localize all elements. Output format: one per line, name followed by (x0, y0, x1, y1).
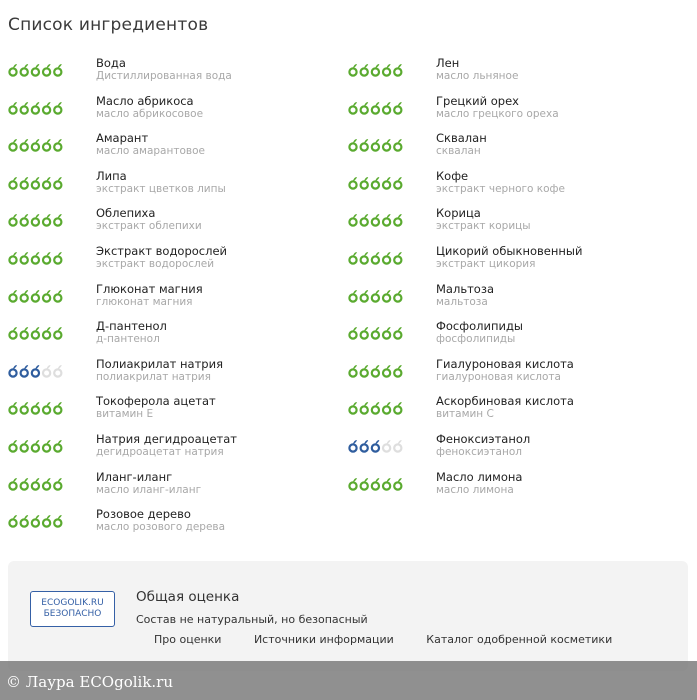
ingredient-row[interactable] (8, 393, 338, 431)
ingredient-names (96, 170, 226, 196)
ingredient-names (436, 132, 487, 158)
ingredient-name[interactable]: Лен (436, 56, 460, 70)
ingredient-row[interactable] (8, 93, 338, 131)
ingredient-row[interactable] (8, 243, 338, 281)
ingredient-name[interactable]: Иланг-иланг (96, 469, 173, 484)
drop-filled-icon (372, 440, 380, 452)
link-info-sources[interactable]: Источники информации (253, 633, 394, 646)
ingredient-names (436, 207, 531, 233)
drop-filled-icon (394, 290, 402, 302)
ingredient-row[interactable] (348, 93, 678, 131)
safety-rating (8, 138, 64, 152)
ingredient-names (96, 320, 167, 346)
drop-empty-icon (394, 440, 402, 452)
ingredient-name[interactable]: Масло лимона (436, 469, 523, 484)
drop-filled-icon (54, 515, 62, 527)
drop-filled-icon (361, 478, 369, 490)
drop-filled-icon (43, 290, 51, 302)
drop-filled-icon (394, 402, 402, 414)
ingredient-names (436, 57, 518, 83)
ingredient-names (96, 395, 216, 421)
ingredient-inci: полиакрилат натрия (96, 370, 211, 383)
drop-filled-icon (394, 252, 402, 264)
rating-drops-icon (8, 138, 64, 152)
safety-badge (30, 591, 115, 627)
ingredient-name[interactable]: Глюконат магния (96, 281, 203, 296)
summary-links (154, 633, 641, 646)
ingredient-name[interactable]: Токоферола ацетат (96, 394, 216, 409)
drop-filled-icon (32, 478, 40, 490)
drop-filled-icon (43, 139, 51, 151)
drop-filled-icon (32, 214, 40, 226)
ingredient-inci: глюконат магния (96, 295, 193, 308)
rating-drops-icon (8, 176, 64, 190)
safety-rating (8, 364, 64, 378)
drop-filled-icon (9, 177, 17, 189)
drop-filled-icon (43, 478, 51, 490)
rating-drops-icon (348, 251, 404, 265)
ingredient-inci: масло льняное (436, 70, 519, 82)
rating-drops-icon (348, 401, 404, 415)
safety-rating (348, 63, 404, 77)
rating-drops-icon (8, 63, 64, 77)
rating-drops-icon (8, 289, 64, 303)
drop-filled-icon (394, 365, 402, 377)
drop-filled-icon (32, 252, 40, 264)
drop-filled-icon (21, 214, 29, 226)
drop-filled-icon (394, 139, 402, 151)
safety-rating (348, 364, 404, 378)
drop-filled-icon (21, 177, 29, 189)
drop-filled-icon (32, 440, 40, 452)
drop-filled-icon (9, 139, 17, 151)
ingredient-names (436, 471, 522, 497)
drop-filled-icon (372, 402, 380, 414)
ingredient-name[interactable]: Аскорбиновая кислота (436, 394, 574, 409)
drop-filled-icon (383, 478, 391, 490)
drop-filled-icon (349, 64, 357, 76)
rating-drops-icon (8, 439, 64, 453)
rating-drops-icon (348, 176, 404, 190)
drop-filled-icon (54, 478, 62, 490)
ingredient-names (96, 95, 203, 121)
drop-filled-icon (361, 252, 369, 264)
ingredient-row[interactable] (348, 318, 678, 356)
drop-empty-icon (54, 365, 62, 377)
drop-filled-icon (9, 290, 17, 302)
drop-filled-icon (21, 365, 29, 377)
drop-filled-icon (54, 440, 62, 452)
drop-filled-icon (32, 327, 40, 339)
ingredient-name[interactable]: Грецкий орех (436, 93, 519, 108)
ingredient-names (436, 320, 523, 346)
ingredient-name[interactable]: Облепиха (96, 206, 156, 221)
ingredient-inci: экстракт водорослей (96, 257, 215, 270)
badge-status-label: БЕЗОПАСНО (43, 609, 102, 619)
ingredient-row[interactable] (8, 318, 338, 356)
drop-filled-icon (54, 252, 62, 264)
drop-filled-icon (32, 139, 40, 151)
ingredient-names (96, 245, 227, 271)
drop-filled-icon (9, 365, 17, 377)
ingredient-name[interactable]: Липа (96, 168, 127, 183)
safety-rating (348, 401, 404, 415)
drop-filled-icon (372, 139, 380, 151)
drop-filled-icon (43, 214, 51, 226)
ingredients-column-left (8, 55, 338, 544)
ingredient-name[interactable]: Д-пантенол (96, 319, 167, 334)
drop-filled-icon (372, 177, 380, 189)
ingredient-inci: экстракт цветков липы (96, 182, 226, 195)
drop-filled-icon (361, 290, 369, 302)
rating-drops-icon (348, 326, 404, 340)
ingredient-inci: масло грецкого ореха (436, 107, 559, 120)
drop-filled-icon (32, 102, 40, 114)
drop-filled-icon (9, 64, 17, 76)
rating-description: Состав не натуральный, но безопасный (136, 613, 368, 626)
drop-filled-icon (9, 440, 17, 452)
drop-filled-icon (383, 177, 391, 189)
ingredient-row[interactable] (348, 130, 678, 168)
drop-filled-icon (21, 478, 29, 490)
ingredient-name[interactable]: Мальтоза (436, 281, 494, 296)
drop-filled-icon (21, 102, 29, 114)
drop-filled-icon (383, 327, 391, 339)
drop-filled-icon (9, 402, 17, 414)
drop-filled-icon (54, 102, 62, 114)
safety-rating (8, 401, 64, 415)
drop-filled-icon (372, 365, 380, 377)
drop-filled-icon (349, 252, 357, 264)
badge-site-label: ECOGOLIK.RU (41, 598, 104, 608)
safety-rating (8, 176, 64, 190)
ingredient-names (436, 95, 559, 121)
drop-filled-icon (9, 102, 17, 114)
rating-drops-icon (8, 401, 64, 415)
ingredient-inci: сквалан (436, 145, 481, 158)
page-title: Список ингредиентов (8, 15, 209, 35)
drop-filled-icon (9, 327, 17, 339)
drop-filled-icon (361, 440, 369, 452)
ingredient-inci: масло иланг-иланг (96, 483, 202, 496)
ingredient-names (436, 245, 582, 271)
drop-filled-icon (32, 365, 40, 377)
rating-drops-icon (348, 364, 404, 378)
safety-rating (8, 514, 64, 528)
ingredient-names (96, 508, 225, 534)
drop-filled-icon (383, 252, 391, 264)
ingredient-inci: экстракт облепихи (96, 220, 202, 233)
drop-filled-icon (361, 139, 369, 151)
drop-filled-icon (54, 290, 62, 302)
drop-filled-icon (43, 402, 51, 414)
safety-rating (8, 251, 64, 265)
ingredient-inci: витамин Е (96, 408, 154, 421)
safety-rating (8, 63, 64, 77)
ingredient-names (436, 395, 574, 421)
rating-drops-icon (348, 138, 404, 152)
ingredient-inci: масло амарантовое (96, 145, 205, 158)
drop-filled-icon (21, 290, 29, 302)
drop-filled-icon (394, 478, 402, 490)
drop-filled-icon (361, 327, 369, 339)
watermark: © Лаура ECOgolik.ru (0, 661, 697, 700)
ingredient-names (436, 283, 494, 309)
ingredient-name[interactable]: Амарант (96, 131, 149, 146)
drop-filled-icon (372, 290, 380, 302)
safety-rating (8, 439, 64, 453)
ingredient-inci: фосфолипиды (436, 333, 516, 346)
drop-filled-icon (372, 214, 380, 226)
drop-filled-icon (43, 64, 51, 76)
drop-filled-icon (43, 440, 51, 452)
ingredient-row[interactable] (8, 469, 338, 507)
drop-filled-icon (361, 402, 369, 414)
ingredient-names (96, 207, 202, 233)
rating-drops-icon (348, 477, 404, 491)
ingredient-names (96, 57, 232, 83)
rating-title: Общая оценка (136, 589, 240, 605)
safety-rating (8, 289, 64, 303)
drop-filled-icon (361, 177, 369, 189)
drop-filled-icon (9, 214, 17, 226)
drop-filled-icon (349, 478, 357, 490)
drop-filled-icon (32, 64, 40, 76)
drop-filled-icon (54, 214, 62, 226)
safety-rating (8, 326, 64, 340)
ingredient-name[interactable]: Вода (96, 56, 126, 70)
drop-filled-icon (383, 139, 391, 151)
ingredient-row[interactable] (8, 55, 338, 93)
drop-filled-icon (383, 102, 391, 114)
drop-filled-icon (21, 139, 29, 151)
ingredient-names (436, 170, 565, 196)
link-approved-catalog[interactable]: Каталог одобренной косметики (426, 633, 613, 646)
ingredient-inci: масло лимона (436, 483, 514, 496)
drop-filled-icon (21, 440, 29, 452)
ingredient-name[interactable]: Масло абрикоса (96, 93, 194, 108)
drop-filled-icon (9, 478, 17, 490)
drop-filled-icon (21, 64, 29, 76)
ingredient-name[interactable]: Феноксиэтанол (436, 431, 531, 446)
drop-filled-icon (383, 290, 391, 302)
drop-filled-icon (21, 402, 29, 414)
drop-filled-icon (43, 327, 51, 339)
drop-filled-icon (43, 515, 51, 527)
safety-rating (348, 138, 404, 152)
drop-filled-icon (372, 252, 380, 264)
drop-filled-icon (383, 402, 391, 414)
drop-filled-icon (394, 102, 402, 114)
ingredient-name[interactable]: Натрия дегидроацетат (96, 431, 237, 446)
safety-rating (348, 289, 404, 303)
drop-filled-icon (349, 177, 357, 189)
rating-drops-icon (8, 251, 64, 265)
rating-drops-icon (8, 101, 64, 115)
drop-filled-icon (43, 177, 51, 189)
ingredient-names (96, 283, 203, 309)
ingredient-inci: экстракт корицы (436, 220, 531, 233)
drop-filled-icon (383, 365, 391, 377)
link-about-ratings[interactable]: Про оценки (154, 633, 222, 646)
rating-drops-icon (8, 364, 64, 378)
drop-filled-icon (9, 252, 17, 264)
drop-filled-icon (349, 365, 357, 377)
drop-filled-icon (21, 515, 29, 527)
ingredient-row[interactable] (348, 243, 678, 281)
drop-filled-icon (394, 214, 402, 226)
drop-filled-icon (32, 290, 40, 302)
ingredient-row[interactable] (8, 356, 338, 394)
drop-filled-icon (383, 214, 391, 226)
drop-filled-icon (349, 440, 357, 452)
drop-filled-icon (372, 478, 380, 490)
ingredient-inci: дегидроацетат натрия (96, 445, 224, 458)
summary-panel (8, 561, 688, 671)
drop-filled-icon (349, 327, 357, 339)
ingredient-inci: масло розового дерева (96, 521, 226, 534)
drop-filled-icon (21, 327, 29, 339)
ingredient-name[interactable]: Корица (436, 206, 481, 221)
rating-drops-icon (8, 514, 64, 528)
safety-rating (8, 213, 64, 227)
safety-rating (348, 251, 404, 265)
ingredient-inci: феноксиэтанол (436, 445, 522, 458)
drop-empty-icon (43, 365, 51, 377)
ingredient-row[interactable] (348, 281, 678, 319)
ingredient-inci: экстракт черного кофе (436, 182, 565, 195)
drop-filled-icon (361, 102, 369, 114)
drop-filled-icon (21, 252, 29, 264)
drop-filled-icon (54, 139, 62, 151)
rating-drops-icon (348, 101, 404, 115)
ingredient-row[interactable] (8, 168, 338, 206)
ingredient-name[interactable]: Розовое дерево (96, 507, 191, 522)
drop-filled-icon (43, 252, 51, 264)
drop-filled-icon (32, 402, 40, 414)
drop-filled-icon (9, 515, 17, 527)
drop-filled-icon (383, 64, 391, 76)
rating-drops-icon (8, 213, 64, 227)
ingredient-names (96, 358, 223, 384)
ingredient-name[interactable]: Сквалан (436, 131, 487, 146)
ingredient-row[interactable] (348, 356, 678, 394)
ingredient-names (436, 433, 530, 459)
safety-rating (348, 176, 404, 190)
ingredient-row[interactable] (8, 506, 338, 544)
drop-filled-icon (372, 102, 380, 114)
rating-drops-icon (348, 63, 404, 77)
rating-drops-icon (348, 213, 404, 227)
ingredient-inci: экстракт цикория (436, 257, 536, 270)
drop-filled-icon (43, 102, 51, 114)
ingredient-row[interactable] (348, 469, 678, 507)
ingredient-names (96, 132, 205, 158)
ingredient-inci: Дистиллированная вода (96, 70, 232, 82)
ingredient-inci: мальтоза (436, 295, 488, 308)
drop-filled-icon (349, 102, 357, 114)
safety-rating (348, 477, 404, 491)
ingredient-names (436, 358, 574, 384)
ingredient-row[interactable] (348, 55, 678, 93)
ingredient-names (96, 471, 201, 497)
drop-filled-icon (349, 214, 357, 226)
ingredient-inci: д-пантенол (96, 333, 160, 346)
ingredient-name[interactable]: Экстракт водорослей (96, 243, 228, 258)
ingredient-inci: гиалуроновая кислота (436, 370, 561, 383)
safety-rating (348, 326, 404, 340)
safety-rating (8, 101, 64, 115)
drop-filled-icon (349, 139, 357, 151)
safety-rating (348, 101, 404, 115)
ingredients-column-right (348, 55, 678, 506)
drop-filled-icon (394, 327, 402, 339)
drop-filled-icon (361, 64, 369, 76)
drop-filled-icon (394, 64, 402, 76)
drop-filled-icon (54, 64, 62, 76)
drop-filled-icon (372, 64, 380, 76)
ingredient-inci: масло абрикосовое (96, 107, 204, 120)
drop-filled-icon (372, 327, 380, 339)
ingredient-name[interactable]: Фосфолипиды (436, 319, 523, 334)
drop-filled-icon (349, 402, 357, 414)
ingredient-row[interactable] (8, 205, 338, 243)
rating-drops-icon (8, 326, 64, 340)
safety-rating (348, 439, 404, 453)
ingredient-row[interactable] (8, 431, 338, 469)
drop-filled-icon (361, 214, 369, 226)
rating-drops-icon (8, 477, 64, 491)
ingredient-name[interactable]: Цикорий обыкновенный (436, 243, 583, 258)
rating-drops-icon (348, 289, 404, 303)
drop-filled-icon (54, 402, 62, 414)
ingredient-row[interactable] (8, 130, 338, 168)
drop-filled-icon (54, 177, 62, 189)
ingredient-name[interactable]: Кофе (436, 168, 469, 183)
ingredient-names (96, 433, 237, 459)
safety-rating (348, 213, 404, 227)
drop-filled-icon (361, 365, 369, 377)
ingredient-row[interactable] (348, 168, 678, 206)
ingredient-inci: витамин С (436, 408, 494, 421)
ingredient-name[interactable]: Гиалуроновая кислота (436, 356, 574, 371)
ingredient-row[interactable] (348, 393, 678, 431)
drop-filled-icon (54, 327, 62, 339)
ingredient-row[interactable] (348, 431, 678, 469)
ingredient-row[interactable] (348, 205, 678, 243)
drop-filled-icon (32, 177, 40, 189)
ingredient-name[interactable]: Полиакрилат натрия (96, 356, 223, 371)
ingredient-row[interactable] (8, 281, 338, 319)
safety-rating (8, 477, 64, 491)
drop-empty-icon (383, 440, 391, 452)
rating-drops-icon (348, 439, 404, 453)
drop-filled-icon (394, 177, 402, 189)
drop-filled-icon (349, 290, 357, 302)
drop-filled-icon (32, 515, 40, 527)
